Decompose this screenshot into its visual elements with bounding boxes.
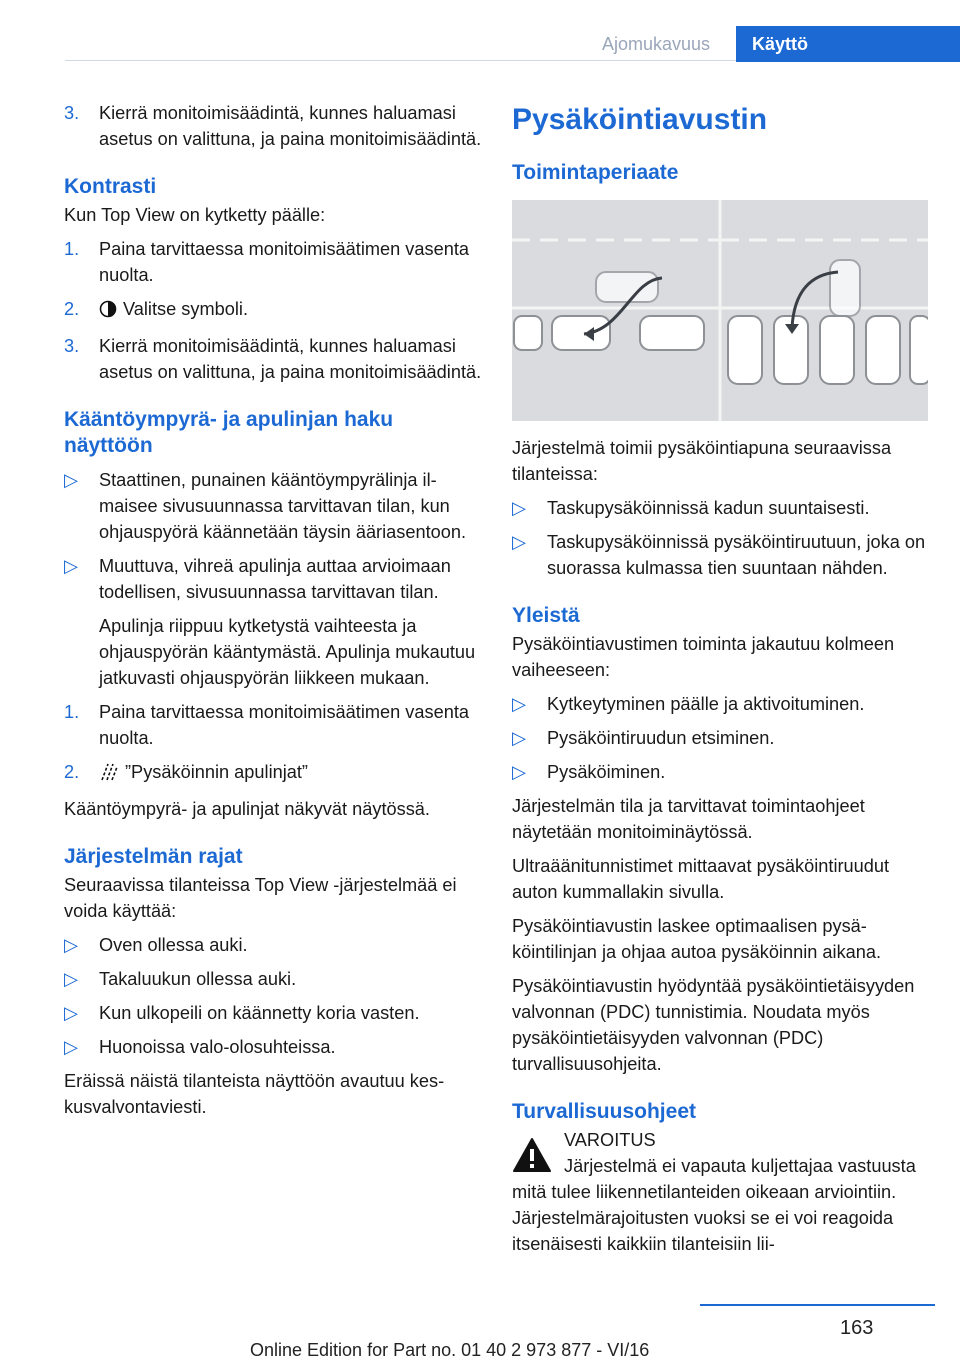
section-heading-turning: Kääntöympyrä- ja apulinjan haku näyttöön <box>64 408 394 457</box>
list-item <box>64 699 484 751</box>
bullet-arrow-icon: ▷ <box>64 935 78 955</box>
bullet-arrow-icon: ▷ <box>512 694 526 714</box>
step-number: 1. <box>64 239 80 259</box>
footer-rule <box>700 1304 935 1306</box>
bullet-text: Takaluukun ollessa auki. <box>99 969 297 989</box>
bullet-text: Kytkeytyminen päälle ja aktivoituminen. <box>547 694 865 714</box>
step-number: 3. <box>64 336 80 356</box>
list-item <box>64 467 484 545</box>
paragraph: Seuraavissa tilanteissa Top View -järjestelmää ei voida käyttää: <box>64 875 457 921</box>
page-number: 163 <box>840 1317 874 1339</box>
list-item <box>512 725 932 751</box>
step-text: ”Pysäköinnin apulinjat” <box>125 762 308 782</box>
paragraph: Pysäköintiavustimen toiminta jakautuu kolmeen vaiheeseen: <box>512 634 895 680</box>
paragraph: Pysäköintiavustin laskee optimaalisen pysäköintilinjan ja ohjaa autoa pysäköinnin aikana. <box>512 916 882 962</box>
list-item <box>64 1000 484 1026</box>
bullet-arrow-icon: ▷ <box>64 1037 78 1057</box>
bullet-text: Oven ollessa auki. <box>99 935 248 955</box>
bullet-text: Muuttuva, vihreä apulinja auttaa arvioimaan todellisen, sivusuunnassa tarvittavan tilan. <box>99 556 451 602</box>
list-item <box>64 100 484 152</box>
step-number: 3. <box>64 103 80 123</box>
bullet-subparagraph: Apulinja riippuu kytketystä vaihteesta ja ohjauspyörän kääntymästä. Apulinja mukautuu jatkuvasti ohjauspyörän liikkeen mukaan. <box>99 616 476 688</box>
bullet-text: Kun ulkopeili on käännetty koria vasten. <box>99 1003 420 1023</box>
bullet-text: Staattinen, punainen kääntöympyrälinja ilmaisee sivusuunnassa tarvittavan tilan, kun ohjauspyörä käännetään täysin ääriasentoon. <box>99 470 467 542</box>
guide-lines-icon <box>99 761 119 788</box>
list-item <box>64 333 484 385</box>
list-item <box>64 759 484 788</box>
bullet-arrow-icon: ▷ <box>512 532 526 552</box>
bullet-arrow-icon: ▷ <box>64 470 78 490</box>
bullet-text: Huonoissa valo-olosuhteissa. <box>99 1037 336 1057</box>
list-item <box>512 529 932 581</box>
step-text: Kierrä monitoimisäädintä, kunnes haluamasi asetus on valittuna, ja paina monitoimisäädintä. <box>99 103 482 149</box>
bullet-arrow-icon: ▷ <box>64 1003 78 1023</box>
paragraph: Ultraäänitunnistimet mittaavat pysäköintiruudut auton kummallakin sivulla. <box>512 856 890 902</box>
step-text: Kierrä monitoimisäädintä, kunnes haluamasi asetus on valittuna, ja paina monitoimisäädintä. <box>99 336 482 382</box>
paragraph: Kääntöympyrä- ja apulinjat näkyvät näytössä. <box>64 799 430 819</box>
paragraph: Järjestelmän tila ja tarvittavat toimintaohjeet näytetään monitoiminäytössä. <box>512 796 865 842</box>
parking-illustration <box>512 200 928 421</box>
warning-text: Järjestelmä ei vapauta kuljettajaa vastuusta mitä tulee liikennetilanteiden oikeaan arviointiin. Järjestelmärajoitusten vuoksi se ei voi reagoida itsenäisesti kaikkiin tilanteisiin lii- <box>512 1156 916 1254</box>
chapter-title: Pysäköintiavustin <box>512 103 768 136</box>
edition-footer: Online Edition for Part no. 01 40 2 973 877 - VI/16 <box>250 1340 650 1360</box>
header-tab-chapter[interactable]: Käyttö <box>736 26 960 62</box>
bullet-arrow-icon: ▷ <box>512 762 526 782</box>
step-text: Paina tarvittaessa monitoimisäätimen vasenta nuolta. <box>99 702 469 748</box>
list-item <box>512 495 932 521</box>
bullet-arrow-icon: ▷ <box>512 728 526 748</box>
list-item <box>512 759 932 785</box>
paragraph: Pysäköintiavustin hyödyntää pysäköintietäisyyden valvonnan (PDC) tunnistimia. Noudata myös pysäköintietäisyyden valvonnan (PDC) turvallisuusohjeita. <box>512 976 915 1074</box>
bullet-arrow-icon: ▷ <box>512 498 526 518</box>
list-item <box>64 296 484 325</box>
paragraph: Järjestelmä toimii pysäköintiapuna seuraavissa tilanteissa: <box>512 438 892 484</box>
header-tab-section[interactable]: Ajomukavuus <box>601 34 711 54</box>
list-item <box>64 932 484 958</box>
list-item <box>64 553 484 605</box>
section-heading-contrast: Kontrasti <box>64 175 157 198</box>
section-heading-general: Yleistä <box>512 604 580 627</box>
list-item <box>512 691 932 717</box>
step-number: 2. <box>64 762 80 782</box>
list-item <box>64 236 484 288</box>
warning-icon <box>512 1137 552 1180</box>
list-item <box>64 966 484 992</box>
step-text: Paina tarvittaessa monitoimisäätimen vasenta nuolta. <box>99 239 469 285</box>
bullet-text: Taskupysäköinnissä kadun suuntaisesti. <box>547 498 870 518</box>
section-heading-principle: Toimintaperiaate <box>512 161 679 184</box>
step-number: 1. <box>64 702 80 722</box>
list-item <box>64 1034 484 1060</box>
contrast-icon <box>99 299 117 325</box>
paragraph: Kun Top View on kytketty päälle: <box>64 205 326 225</box>
left-column <box>64 100 484 1128</box>
bullet-arrow-icon: ▷ <box>64 969 78 989</box>
bullet-text: Pysäköiminen. <box>547 762 666 782</box>
bullet-arrow-icon: ▷ <box>64 556 78 576</box>
paragraph: Eräissä näistä tilanteista näyttöön avautuu keskusvalvontaviesti. <box>64 1071 445 1117</box>
step-number: 2. <box>64 299 80 319</box>
section-heading-limits: Järjestelmän rajat <box>64 845 243 868</box>
section-heading-safety: Turvallisuusohjeet <box>512 1100 696 1123</box>
step-text: Valitse symboli. <box>123 299 248 319</box>
bullet-text: Taskupysäköinnissä pysäköintiruutuun, joka on suorassa kulmassa tien suuntaan nähden. <box>547 532 926 578</box>
bullet-text: Pysäköintiruudun etsiminen. <box>547 728 775 748</box>
warning-label: VAROITUS <box>564 1130 656 1150</box>
right-column <box>512 100 932 1265</box>
warning-block <box>512 1127 932 1153</box>
